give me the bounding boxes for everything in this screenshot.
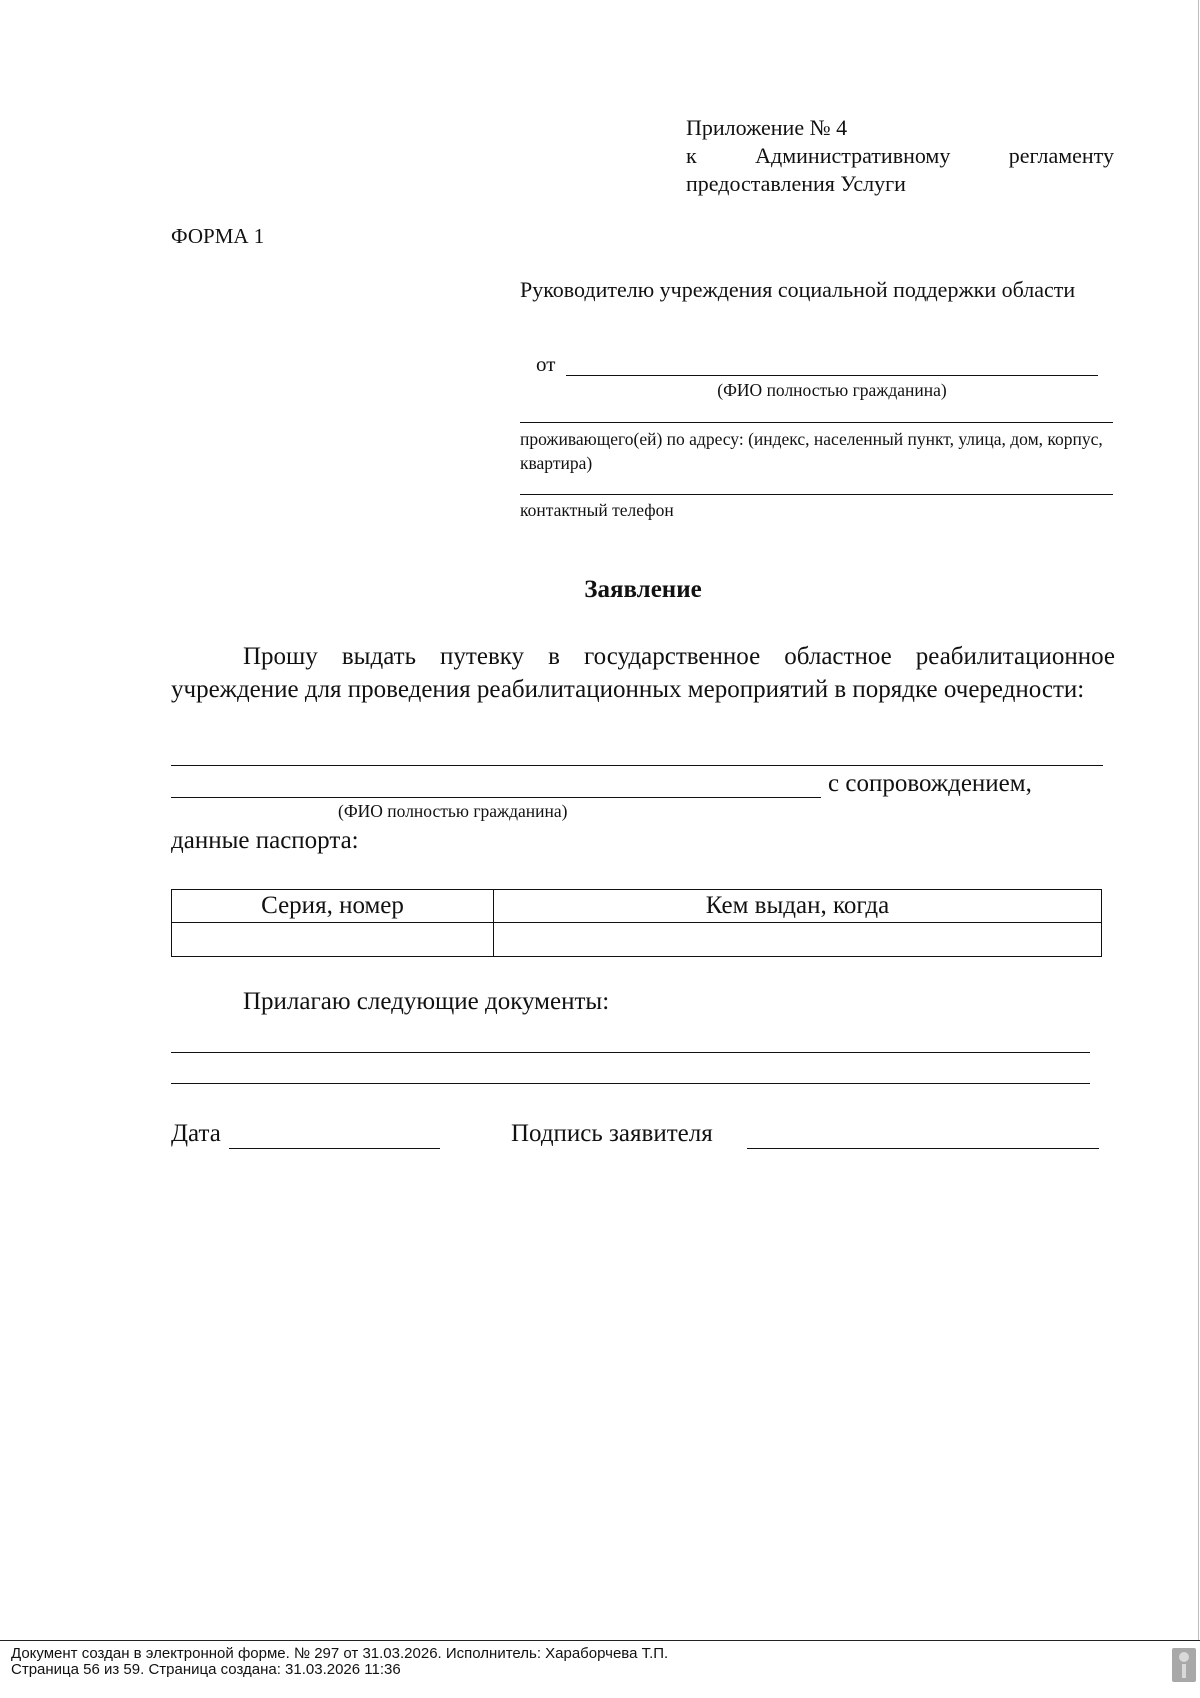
appendix-line-1: Приложение № 4 [686,115,848,140]
address-caption: проживающего(ей) по адресу: (индекс, населенный пункт, улица, дом, корпус, квартира) [520,429,1103,473]
series-number-cell[interactable] [172,923,494,957]
form-label: ФОРМА 1 [171,224,265,248]
footer-line-1: Документ создан в электронной форме. № 297 от 31.03.2026. Исполнитель: Хараборчева Т.П. [11,1645,669,1662]
accompaniment-field-line[interactable] [171,797,821,798]
signature-label: Подпись заявителя [511,1120,713,1147]
passport-table [171,889,1102,957]
request-field-line[interactable] [171,765,1103,766]
date-field-line[interactable] [229,1148,440,1149]
address-field-line[interactable] [520,422,1113,423]
column-header-issued: Кем выдан, когда [494,890,1102,923]
table-header-row [172,890,1102,923]
column-header-series: Серия, номер [172,890,494,923]
appendix-word: к [686,143,697,168]
document-title: Заявление [584,576,702,603]
table-row [172,923,1102,957]
signature-field-line[interactable] [747,1148,1099,1149]
document-stamp-icon [1172,1648,1196,1682]
appendix-line-3: предоставления Услуги [686,171,906,196]
footer-line-2: Страница 56 из 59. Страница создана: 31.03.2026 11:36 [11,1661,401,1678]
documents-label: Прилагаю следующие документы: [243,988,610,1015]
fio-field-line[interactable] [566,375,1098,376]
addressee-recipient: Руководителю учреждения социальной поддержки области [520,277,1076,302]
appendix-word: регламенту [1008,143,1114,168]
footer-divider [0,1640,1200,1641]
issued-by-cell[interactable] [494,923,1102,957]
phone-caption: контактный телефон [520,500,674,520]
passport-label: данные паспорта: [171,827,359,854]
appendix-header [686,114,1114,198]
documents-field-line[interactable] [171,1052,1090,1053]
date-label: Дата [171,1120,221,1147]
documents-field-line[interactable] [171,1083,1090,1084]
page-edge [1198,0,1199,1640]
accompaniment-fio-caption: (ФИО полностью гражданина) [338,801,568,821]
footer [11,1646,668,1678]
accompaniment-label: с сопровождением, [828,770,1032,797]
appendix-word: Административному [755,143,951,168]
from-label: от [536,352,556,376]
request-paragraph: Прошу выдать путевку в государственное областное реабилитационное учреждение для проведения реабилитационных мероприятий в порядке очередности: [171,643,1115,703]
appendix-line-2 [686,142,1114,170]
phone-field-line[interactable] [520,494,1113,495]
fio-caption: (ФИО полностью гражданина) [717,380,947,400]
